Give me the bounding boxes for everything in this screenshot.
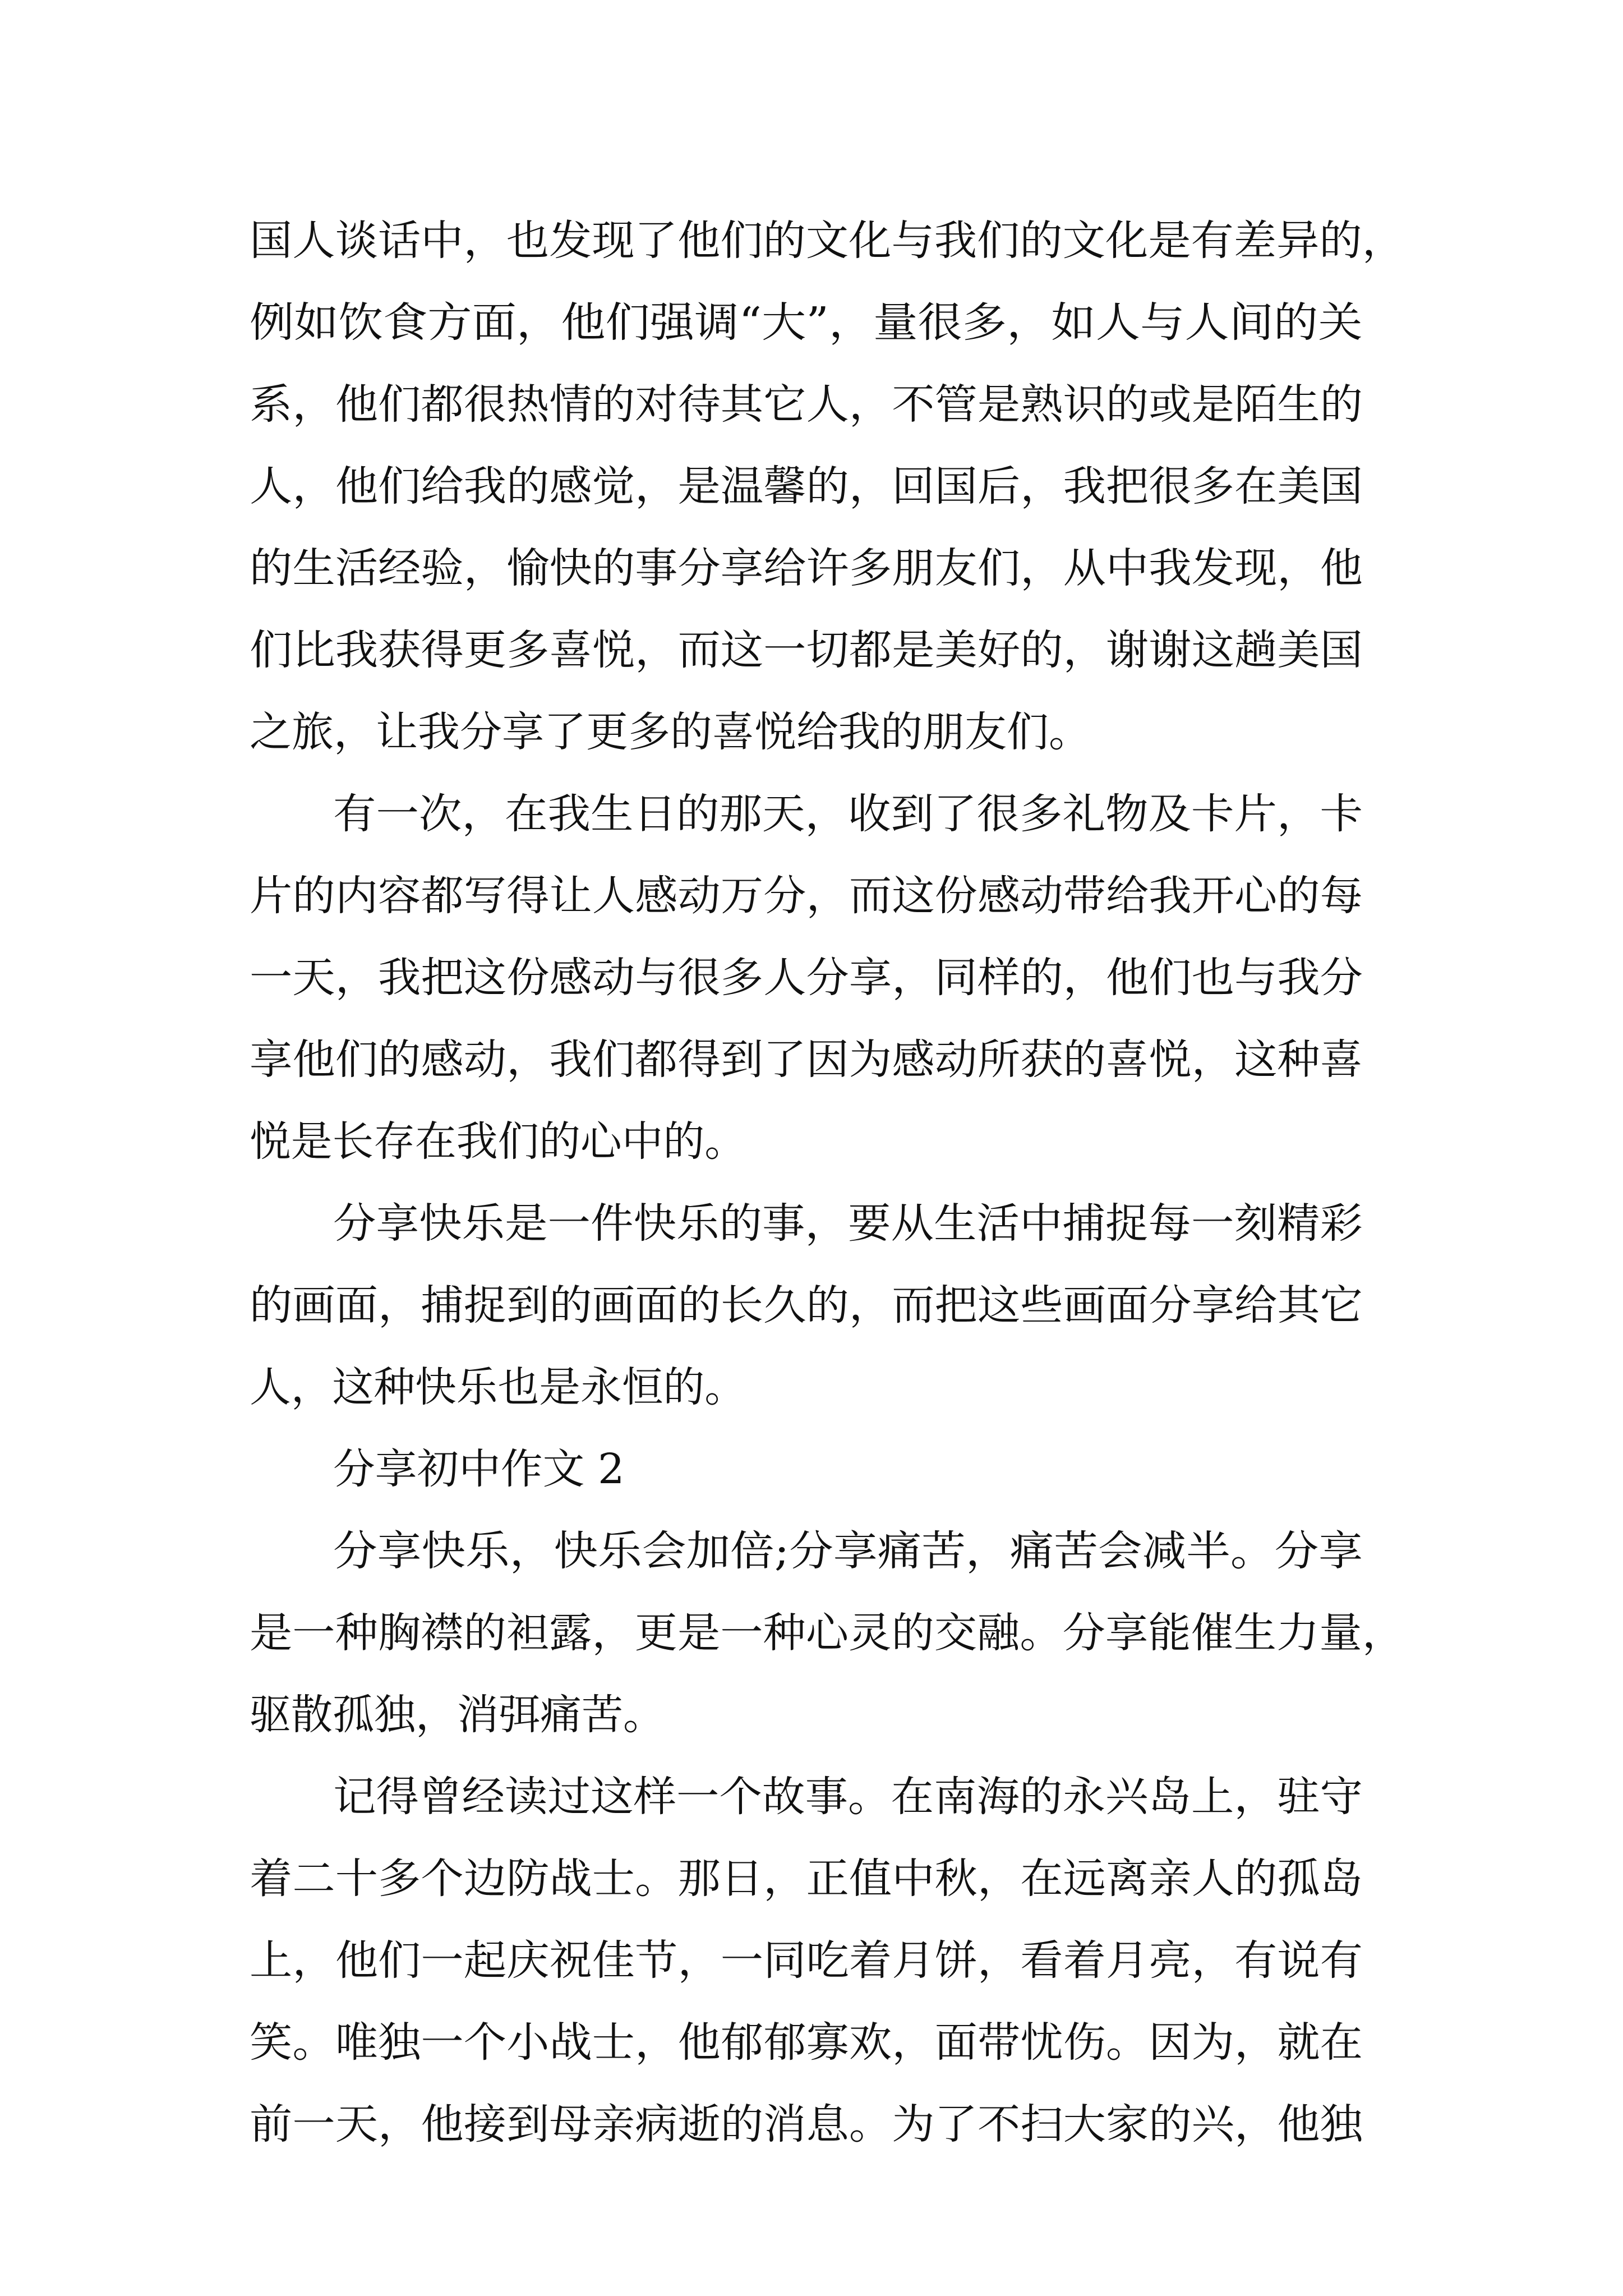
paragraph-first-line: 记得曾经读过这样一个故事。在南海的永兴岛上，驻守 [333,1773,1363,1821]
text-line: 笑。唯独一个小战士，他郁郁寡欢，面带忧伤。因为，就在 [250,2018,1363,2067]
text-line: 系，他们都很热情的对待其它人，不管是熟识的或是陌生的 [250,380,1363,429]
text-line: 例如饮食方面，他们强调“大”，量很多，如人与人间的关 [250,298,1363,347]
text-line: 国人谈话中，也发现了他们的文化与我们的文化是有差异的， [250,217,1405,265]
paragraph-first-line: 分享快乐是一件快乐的事，要从生活中捕捉每一刻精彩 [333,1199,1363,1248]
text-line: 之旅，让我分享了更多的喜悦给我的朋友们。 [250,708,1091,756]
text-line: 的生活经验，愉快的事分享给许多朋友们，从中我发现，他 [250,544,1363,592]
text-line: 享他们的感动，我们都得到了因为感动所获的喜悦，这种喜 [250,1036,1363,1084]
text-line: 前一天，他接到母亲病逝的消息。为了不扫大家的兴，他独 [250,2100,1363,2148]
text-line: 人，他们给我的感觉，是温馨的，回国后，我把很多在美国 [250,462,1363,510]
text-line: 着二十多个边防战士。那日，正值中秋，在远离亲人的孤岛 [250,1855,1363,1903]
text-line: 上，他们一起庆祝佳节，一同吃着月饼，看着月亮，有说有 [250,1936,1363,1985]
paragraph-first-line: 有一次，在我生日的那天，收到了很多礼物及卡片，卡 [333,790,1363,838]
text-line: 们比我获得更多喜悦，而这一切都是美好的，谢谢这趟美国 [250,626,1363,674]
text-line: 是一种胸襟的袒露，更是一种心灵的交融。分享能催生力量， [250,1609,1405,1657]
text-line: 片的内容都写得让人感动万分，而这份感动带给我开心的每 [250,872,1363,920]
text-line: 的画面，捕捉到的画面的长久的，而把这些画面分享给其它 [250,1281,1363,1329]
paragraph-first-line: 分享快乐，快乐会加倍;分享痛苦，痛苦会减半。分享 [333,1527,1363,1575]
text-line: 一天，我把这份感动与很多人分享，同样的，他们也与我分 [250,954,1363,1002]
section-heading: 分享初中作文 2 [333,1445,625,1493]
text-line: 驱散孤独，消弭痛苦。 [250,1691,665,1739]
text-line: 悦是长存在我们的心中的。 [250,1117,746,1166]
text-line: 人，这种快乐也是永恒的。 [250,1363,746,1411]
